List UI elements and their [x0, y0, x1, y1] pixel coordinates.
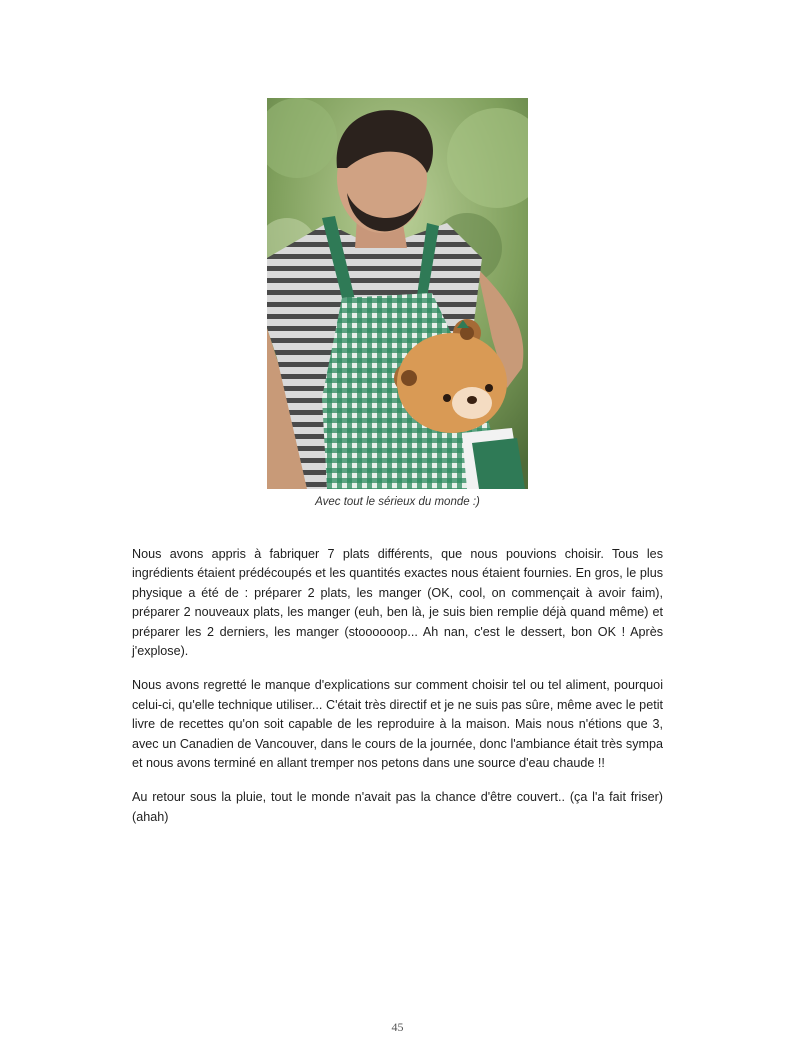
- paragraph: Au retour sous la pluie, tout le monde n'avait pas la chance d'être couvert.. (ça l'a fait friser) (ahah): [132, 790, 663, 824]
- paragraph: Nous avons appris à fabriquer 7 plats différents, que nous pouvions choisir. Tous les ingrédients étaient prédécoupés et les quantités exactes nous étaient fournies. En gros, le plus physique a été de : préparer 2 plats, les manger (OK, cool, on commençait à avoir faim), préparer 2 nouveaux plats, les manger (euh, ben là, je suis bien remplie déjà quand même) et préparer les 2 derniers, les manger (stoooooop... Ah nan, c'est le dessert, bon OK ! Après j'explose).: [132, 547, 663, 659]
- figure-caption: Avec tout le sérieux du monde :): [315, 496, 480, 508]
- page-number: 45: [391, 1020, 404, 1034]
- photo-man-in-apron: [267, 98, 528, 489]
- paragraph: Nous avons regretté le manque d'explications sur comment choisir tel ou tel aliment, pourquoi celui-ci, qu'elle technique utiliser... C'était très directif et je ne suis pas sûre, même avec le petit livre de recettes qu'on soit capable de les reproduire à la maison. Mais nous n'étions que 3, avec un Canadien de Vancouver, dans le cours de la journée, donc l'ambiance était très sympa et nous avons terminé en allant tremper nos petons dans une source d'eau chaude !!: [132, 678, 663, 771]
- body-text: [132, 545, 663, 842]
